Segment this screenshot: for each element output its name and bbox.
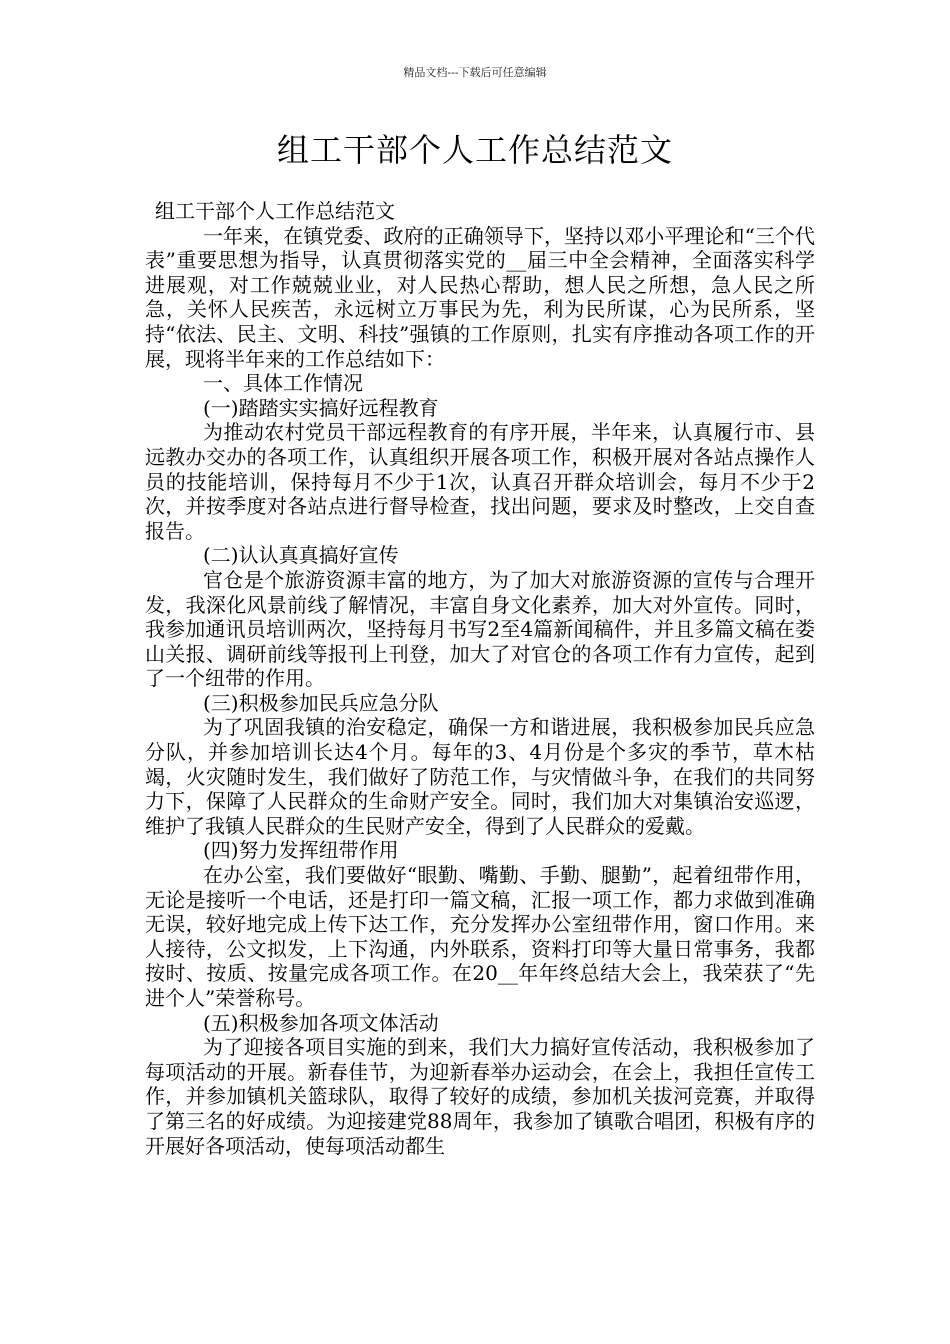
paragraph-intro: 一年来，在镇党委、政府的正确领导下，坚持以邓小平理论和“三个代表”重要思想为指导，认真贯彻落实党的__届三中全会精神，全面落实科学进展观，对工作兢兢业业，对人民热心帮助，想人民之所想，急人民之所急，关怀人民疾苦，永远树立万事民为先，利为民所谋，心为民所系，坚持“依法、民主、文明、科技”强镇的工作原则，扎实有序推动各项工作的开展，现将半年来的工作总结如下： — [145, 223, 815, 371]
document-body — [145, 199, 815, 1158]
subsection-heading-5: (五)积极参加各项文体活动 — [203, 1010, 439, 1035]
subsection-heading-4: (四)努力发挥纽带作用 — [203, 838, 399, 863]
document-title: 组工干部个人工作总结范文 — [276, 131, 673, 169]
paragraph-activities: 为了迎接各项目实施的到来，我们大力搞好宣传活动，我积极参加了每项活动的开展。新春佳节，为迎新春举办运动会，在会上，我担任宣传工作，并参加镇机关篮球队，取得了较好的成绩，参加机关拔河竞赛，并取得了第三名的好成绩。为迎接建党88周年，我参加了镇歌合唱团，积极有序的开展好各项活动，使每项活动都生 — [145, 1035, 815, 1158]
paragraph-militia: 为了巩固我镇的治安稳定，确保一方和谐进展，我积极参加民兵应急分队，并参加培训长达4个月。每年的3、4月份是个多灾的季节，草木枯竭，火灾随时发生，我们做好了防范工作，与灾情做斗争，在我们的共同努力下，保障了人民群众的生命财产安全。同时，我们加大对集镇治安巡逻，维护了我镇人民群众的生民财产安全，得到了人民群众的爱戴。 — [145, 715, 815, 838]
paragraph-publicity: 官仓是个旅游资源丰富的地方，为了加大对旅游资源的宣传与合理开发，我深化风景前线了解情况，丰富自身文化素养，加大对外宣传。同时，我参加通讯员培训两次，坚持每月书写2至4篇新闻稿件，并且多篇文稿在娄山关报、调研前线等报刊上刊登，加大了对官仓的各项工作有力宣传，起到了一个纽带的作用。 — [145, 567, 815, 691]
paragraph-remote-education: 为推动农村党员干部远程教育的有序开展，半年来，认真履行市、县远教办交办的各项工作，认真组织开展各项工作，积极开展对各站点操作人员的技能培训，保持每月不少于1次，认真召开群众培训会，每月不少于2次，并按季度对各站点进行督导检查，找出问题，要求及时整改，上交自查报告。 — [145, 420, 815, 543]
subsection-heading-2: (二)认认真真搞好宣传 — [203, 543, 399, 568]
paragraph-liaison: 在办公室，我们要做好“眼勤、嘴勤、手勤、腿勤”，起着纽带作用，无论是接听一个电话，还是打印一篇文稿，汇报一项工作，都力求做到准确无误，较好地完成上传下达工作，充分发挥办公室纽带作用，窗口作用。来人接待，公文拟发，上下沟通，内外联系，资料打印等大量日常事务，我都按时、按质、按量完成各项工作。在20__年年终总结大会上，我荣获了“先进个人”荣誉称号。 — [145, 863, 815, 1010]
page-header-note: 精品文档---下载后可任意编辑 — [403, 66, 547, 79]
subsection-heading-1: (一)踏踏实实搞好远程教育 — [203, 395, 439, 420]
section-heading-1: 一、具体工作情况 — [203, 371, 363, 396]
document-subtitle: 组工干部个人工作总结范文 — [155, 199, 395, 223]
subsection-heading-3: (三)积极参加民兵应急分队 — [203, 690, 439, 715]
